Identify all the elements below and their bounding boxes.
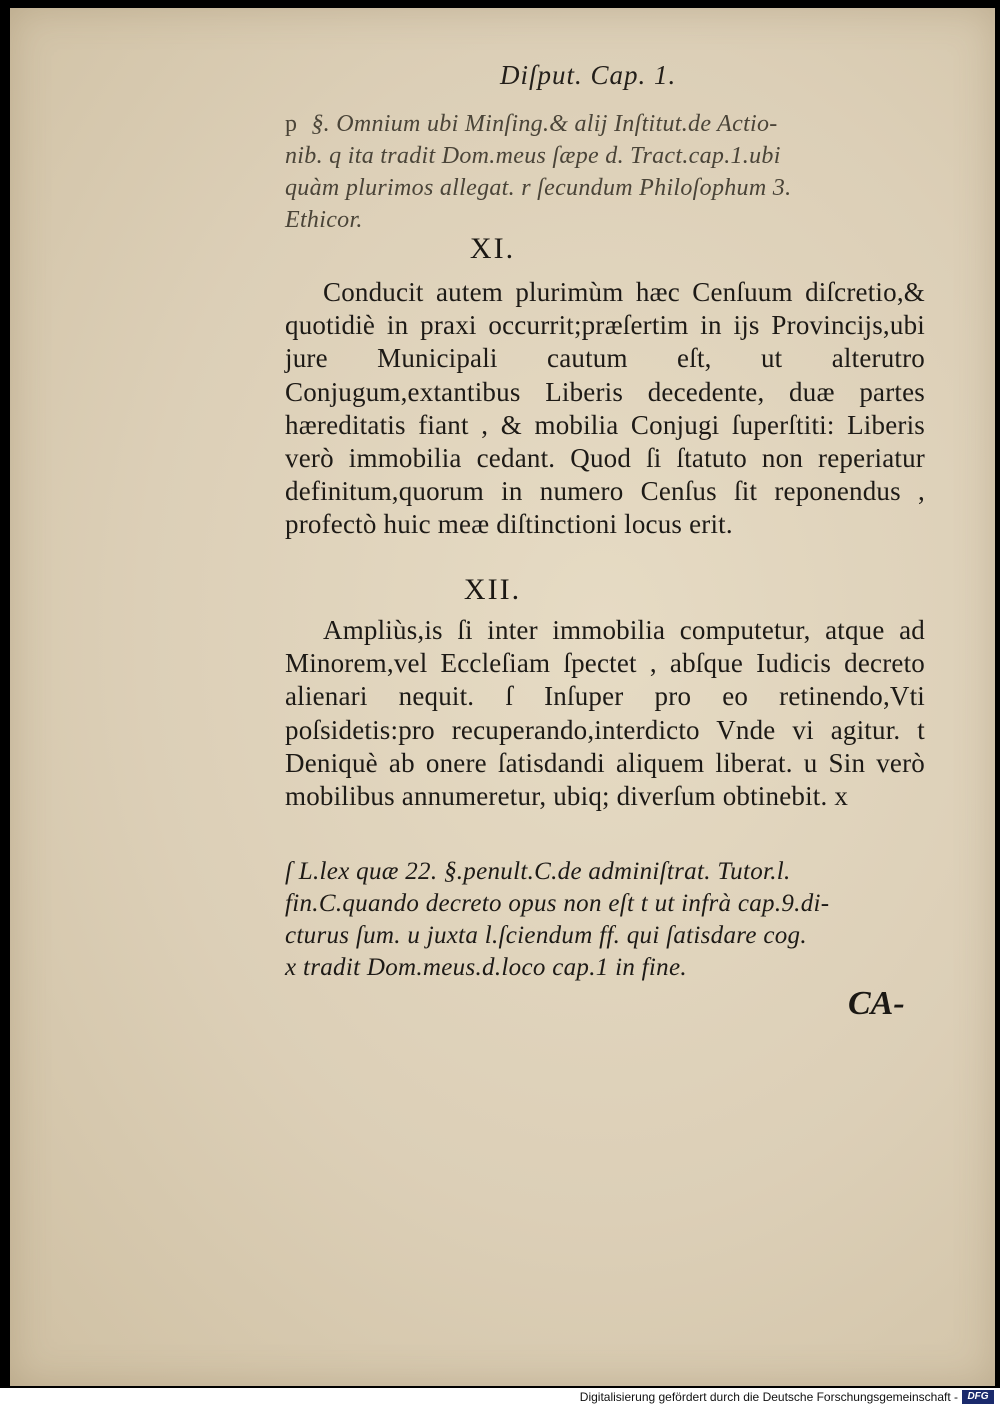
section-heading-xi: XI. [469,232,516,265]
footnote-line: cturus ſum. u juxta l.ſciendum ff. qui ſatisdare cog. [285,922,807,949]
bottom-footnotes [285,856,925,984]
paragraph-xi: Conducit autem plurimùm hæc Cenſuum diſcretio,& quotidiè in praxi occurrit;præſertim in ijs Provincijs,ubi jure Municipali cautum eſt, ut alterutro Conjugum,extantibus Liberis decedente, duæ partes hæreditatis fiant , & mobilia Conjugi ſuperſtiti: Liberis verò immobilia cedant. Quod ſi ſtatuto non reperiatur definitum,quorum in numero Cenſus ſit reponendus , profectò huic meæ diſtinctioni locus erit. [285,277,925,540]
paragraph-xii: Ampliùs,is ſi inter immobilia computetur, atque ad Minorem,vel Eccleſiam ſpectet , abſque Iudicis decreto alienari nequit. ſ Inſuper pro eo retinendo,Vti poſsidetis:pro recuperando,interdicto Vnde vi agitur. t Deniquè ab onere ſatisdandi aliquem liberat. u Sin verò mobilibus annumeretur, ubiq; diverſum obtinebit. x [285,615,925,812]
footer-bar [0,1388,1000,1407]
dfg-logo[interactable]: DFG [962,1390,994,1404]
footnote-line: ſ L.lex quæ 22. §.penult.C.de adminiſtrat. Tutor.l. [285,858,791,885]
footnote-line: quàm plurimos allegat. r ſecundum Philoſophum 3. [285,175,792,201]
footnote-line: fin.C.quando decreto opus non eſt t ut infrà cap.9.di- [285,890,830,917]
top-footnotes [285,108,925,236]
footnote-line: x tradit Dom.meus.d.loco cap.1 in fine. [285,954,687,981]
footnote-line: Ethicor. [285,207,363,233]
running-head: Diſput. Cap. 1. [500,60,677,90]
footnote-line: p §. Omnium ubi Minſing.& alij Inſtitut.de Actio- [285,111,778,137]
catchword: CA- [848,985,905,1022]
section-heading-xii: XII. [463,573,522,606]
funding-credit: Digitalisierung gefördert durch die Deutsche Forschungsgemeinschaft - [579,1390,958,1404]
footnote-line: nib. q ita tradit Dom.meus ſæpe d. Tract.cap.1.ubi [285,143,781,169]
footnote-mark: p [285,111,298,137]
